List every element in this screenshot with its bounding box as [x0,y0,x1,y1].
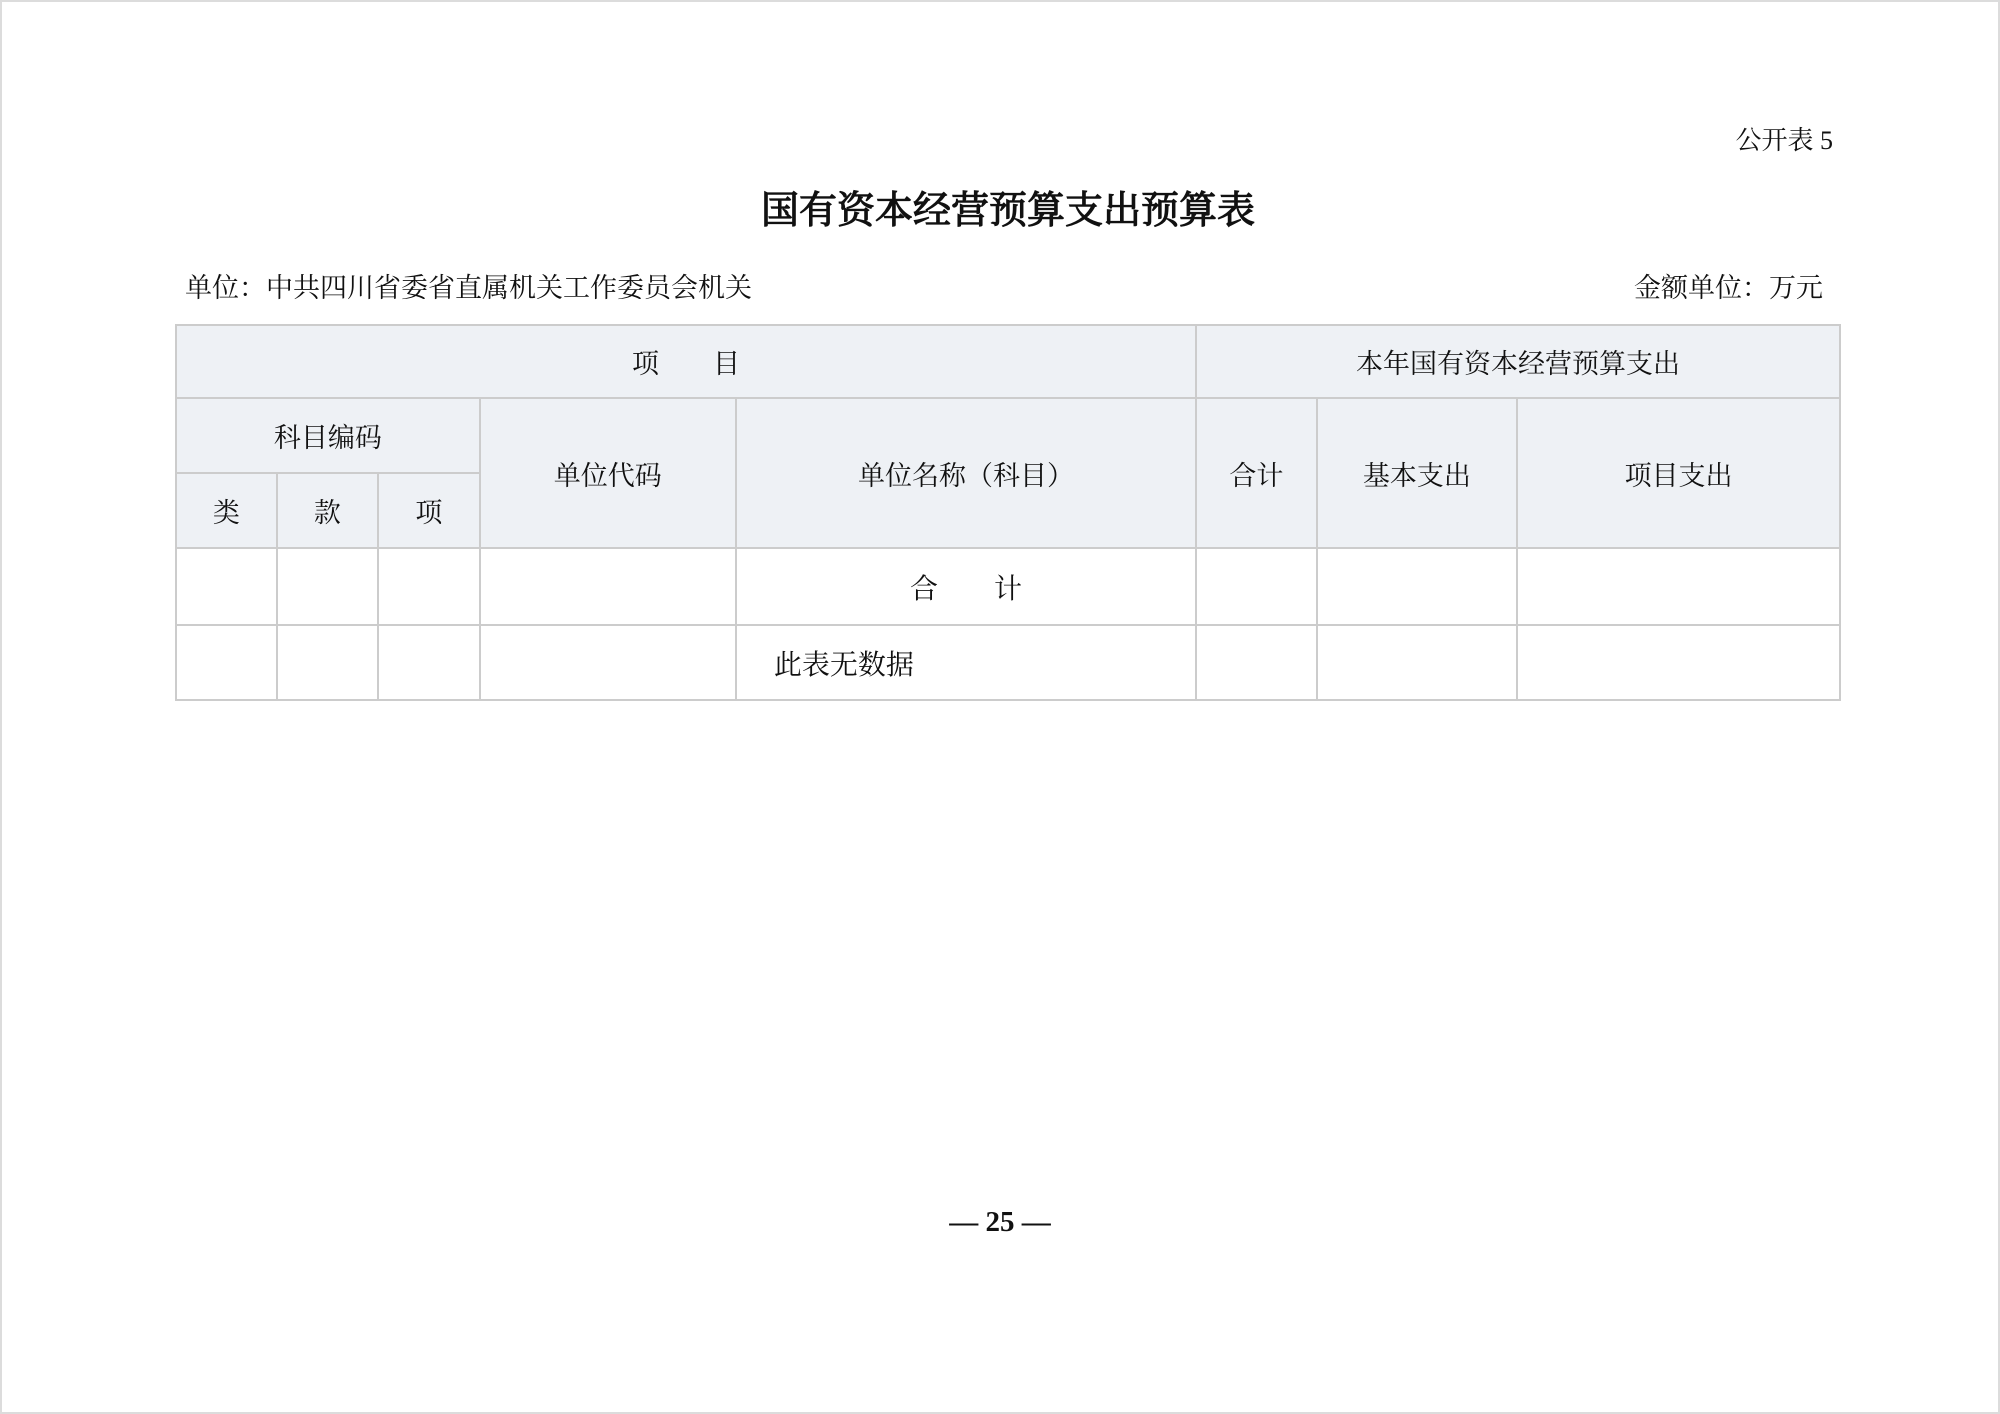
table-row-total [176,548,1840,625]
header-group-row [176,325,1840,398]
cell-unit-code [480,625,736,700]
header-current-year-group: 本年国有资本经营预算支出 [1196,325,1840,398]
cell-unit-name: 此表无数据 [736,625,1196,700]
cell-project-expenditure [1517,548,1840,625]
header-item-group: 项 目 [176,325,1196,398]
header-code-section: 款 [277,473,379,548]
cell-code-class [176,548,277,625]
cell-project-expenditure [1517,625,1840,700]
amount-unit-label: 金额单位：万元 [1634,273,1823,303]
cell-code-item [378,548,480,625]
cell-unit-code [480,548,736,625]
public-table-number-label: 公开表 5 [1735,126,1833,155]
table-row-no-data [176,625,1840,700]
header-total: 合计 [1196,398,1317,548]
table-meta-row [175,270,1841,306]
cell-total [1196,548,1317,625]
page-title: 国有资本经营预算支出预算表 [760,190,1255,232]
cell-basic-expenditure [1317,625,1518,700]
cell-code-section [277,625,379,700]
cell-code-class [176,625,277,700]
header-unit-name: 单位名称（科目） [736,398,1196,548]
cell-code-section [277,548,379,625]
header-subhead-row [176,398,1840,473]
cell-total [1196,625,1317,700]
header-code-item: 项 [378,473,480,548]
budget-expenditure-table [175,324,1841,701]
header-subject-code: 科目编码 [176,398,480,473]
cell-unit-name: 合 计 [736,548,1196,625]
header-project-expenditure: 项目支出 [1517,398,1840,548]
unit-name-label: 单位：中共四川省委省直属机关工作委员会机关 [185,273,752,303]
cell-basic-expenditure [1317,548,1518,625]
page-content [2,124,1998,701]
header-unit-code: 单位代码 [480,398,736,548]
header-code-class: 类 [176,473,277,548]
header-basic-expenditure: 基本支出 [1317,398,1518,548]
cell-code-item [378,625,480,700]
page-number: — 25 — [949,1206,1051,1238]
